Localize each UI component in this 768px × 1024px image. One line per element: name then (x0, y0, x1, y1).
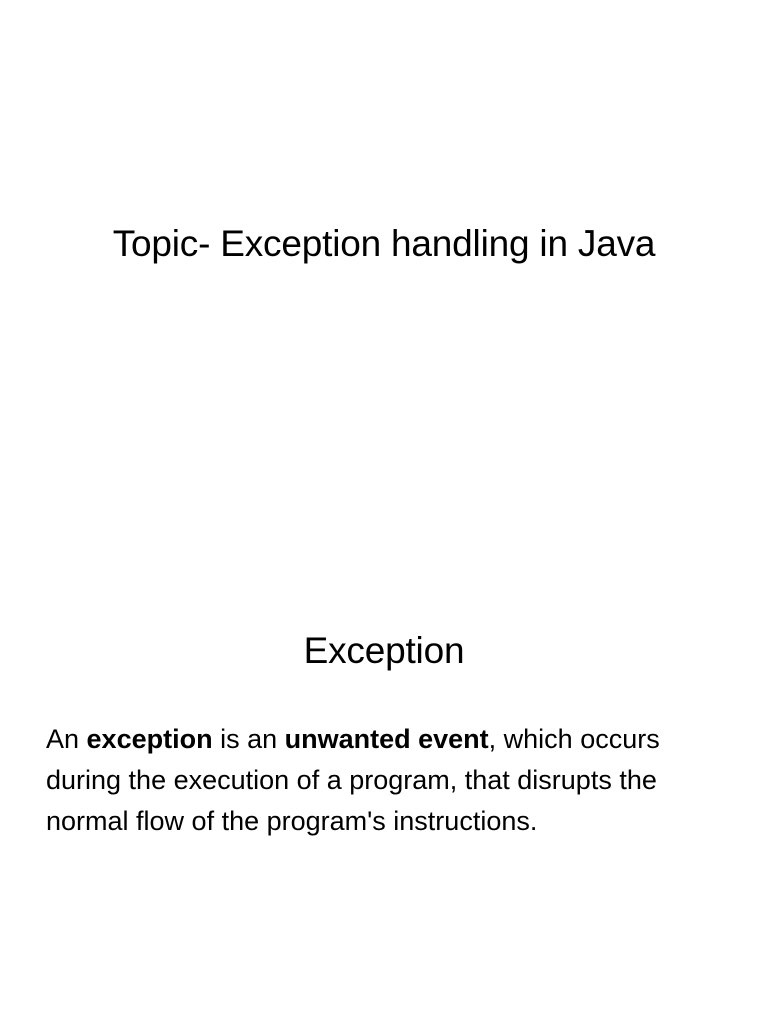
content-slide (0, 512, 768, 1024)
bold-term-unwanted-event: unwanted event (284, 724, 489, 754)
slide-heading: Exception (303, 630, 465, 671)
text-run: , which occurs during the execution of a program, that disrupts the normal flow of the program's instructions. (46, 724, 660, 836)
definition-paragraph (46, 719, 726, 842)
text-run: is an (212, 724, 285, 754)
bold-term-exception: exception (86, 724, 213, 754)
slide-title: Topic- Exception handling in Java (112, 223, 656, 264)
text-run: An (46, 724, 87, 754)
